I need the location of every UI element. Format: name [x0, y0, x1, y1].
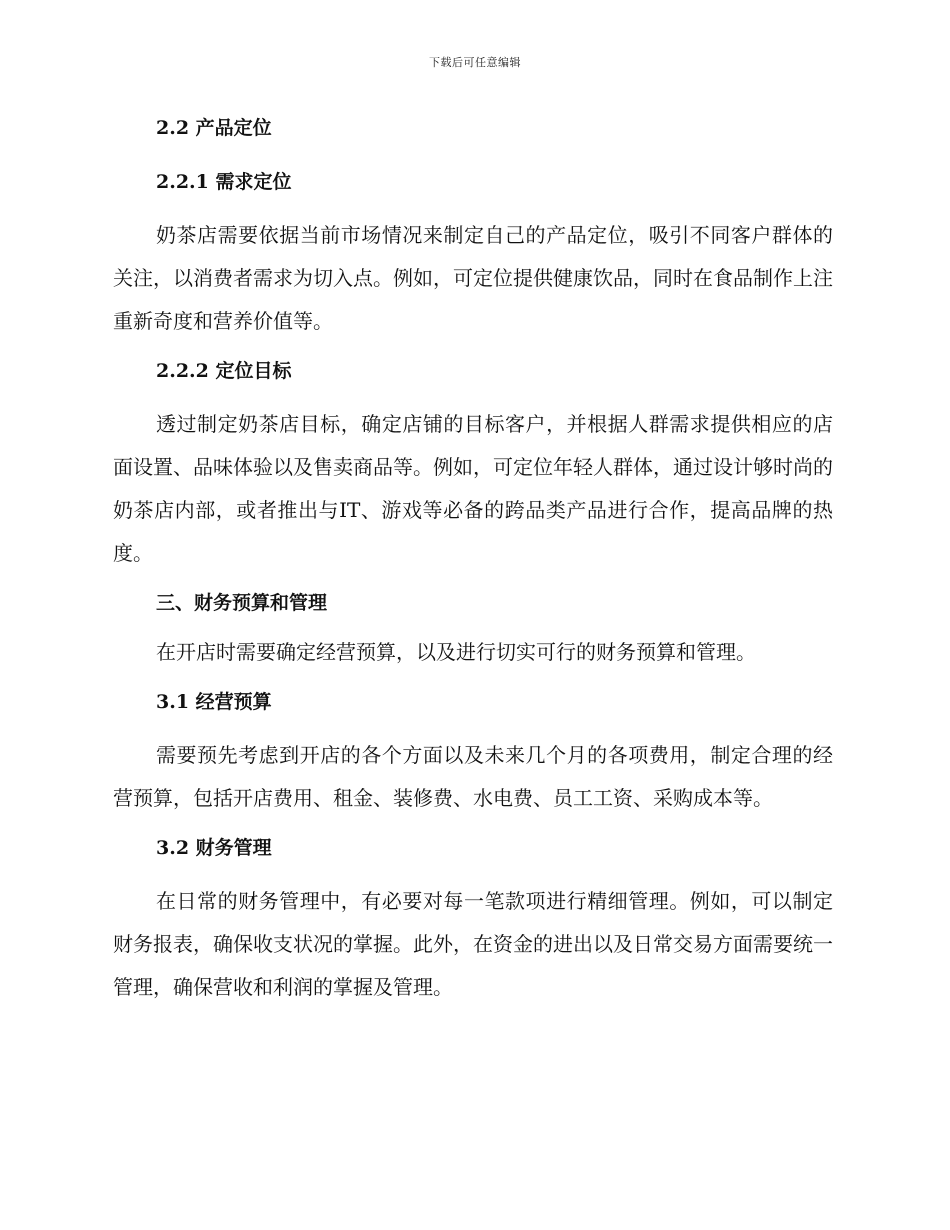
page-header-note: 下载后可任意编辑 [429, 56, 521, 69]
paragraph-operating-budget: 需要预先考虑到开店的各个方面以及未来几个月的各项费用，制定合理的经营预算，包括开店费用、租金、装修费、水电费、员工工资、采购成本等。 [113, 743, 833, 810]
paragraph-financial-management: 在日常的财务管理中，有必要对每一笔款项进行精细管理。例如，可以制定财务报表，确保收支状况的掌握。此外，在资金的进出以及日常交易方面需要统一管理，确保营收和利润的掌握及管理。 [113, 889, 833, 999]
paragraph-demand-positioning: 奶茶店需要依据当前市场情况来制定自己的产品定位，吸引不同客户群体的关注，以消费者需求为切入点。例如，可定位提供健康饮品，同时在食品制作上注重新奇度和营养价值等。 [113, 223, 833, 333]
heading-3-1: 3.1 经营预算 [156, 691, 272, 713]
heading-2-2-2: 2.2.2 定位目标 [156, 360, 292, 382]
heading-2-2: 2.2 产品定位 [156, 117, 272, 139]
heading-3: 三、财务预算和管理 [156, 592, 328, 614]
document-body [113, 108, 833, 1017]
paragraph-positioning-target: 透过制定奶茶店目标，确定店铺的目标客户，并根据人群需求提供相应的店面设置、品味体验以及售卖商品等。例如，可定位年轻人群体，通过设计够时尚的奶茶店内部，或者推出与IT、游戏等必备的跨品类产品进行合作，提高品牌的热度。 [113, 412, 833, 565]
heading-2-2-1: 2.2.1 需求定位 [156, 171, 292, 193]
heading-3-2: 3.2 财务管理 [156, 837, 272, 859]
paragraph-finance-intro: 在开店时需要确定经营预算，以及进行切实可行的财务预算和管理。 [156, 640, 756, 664]
